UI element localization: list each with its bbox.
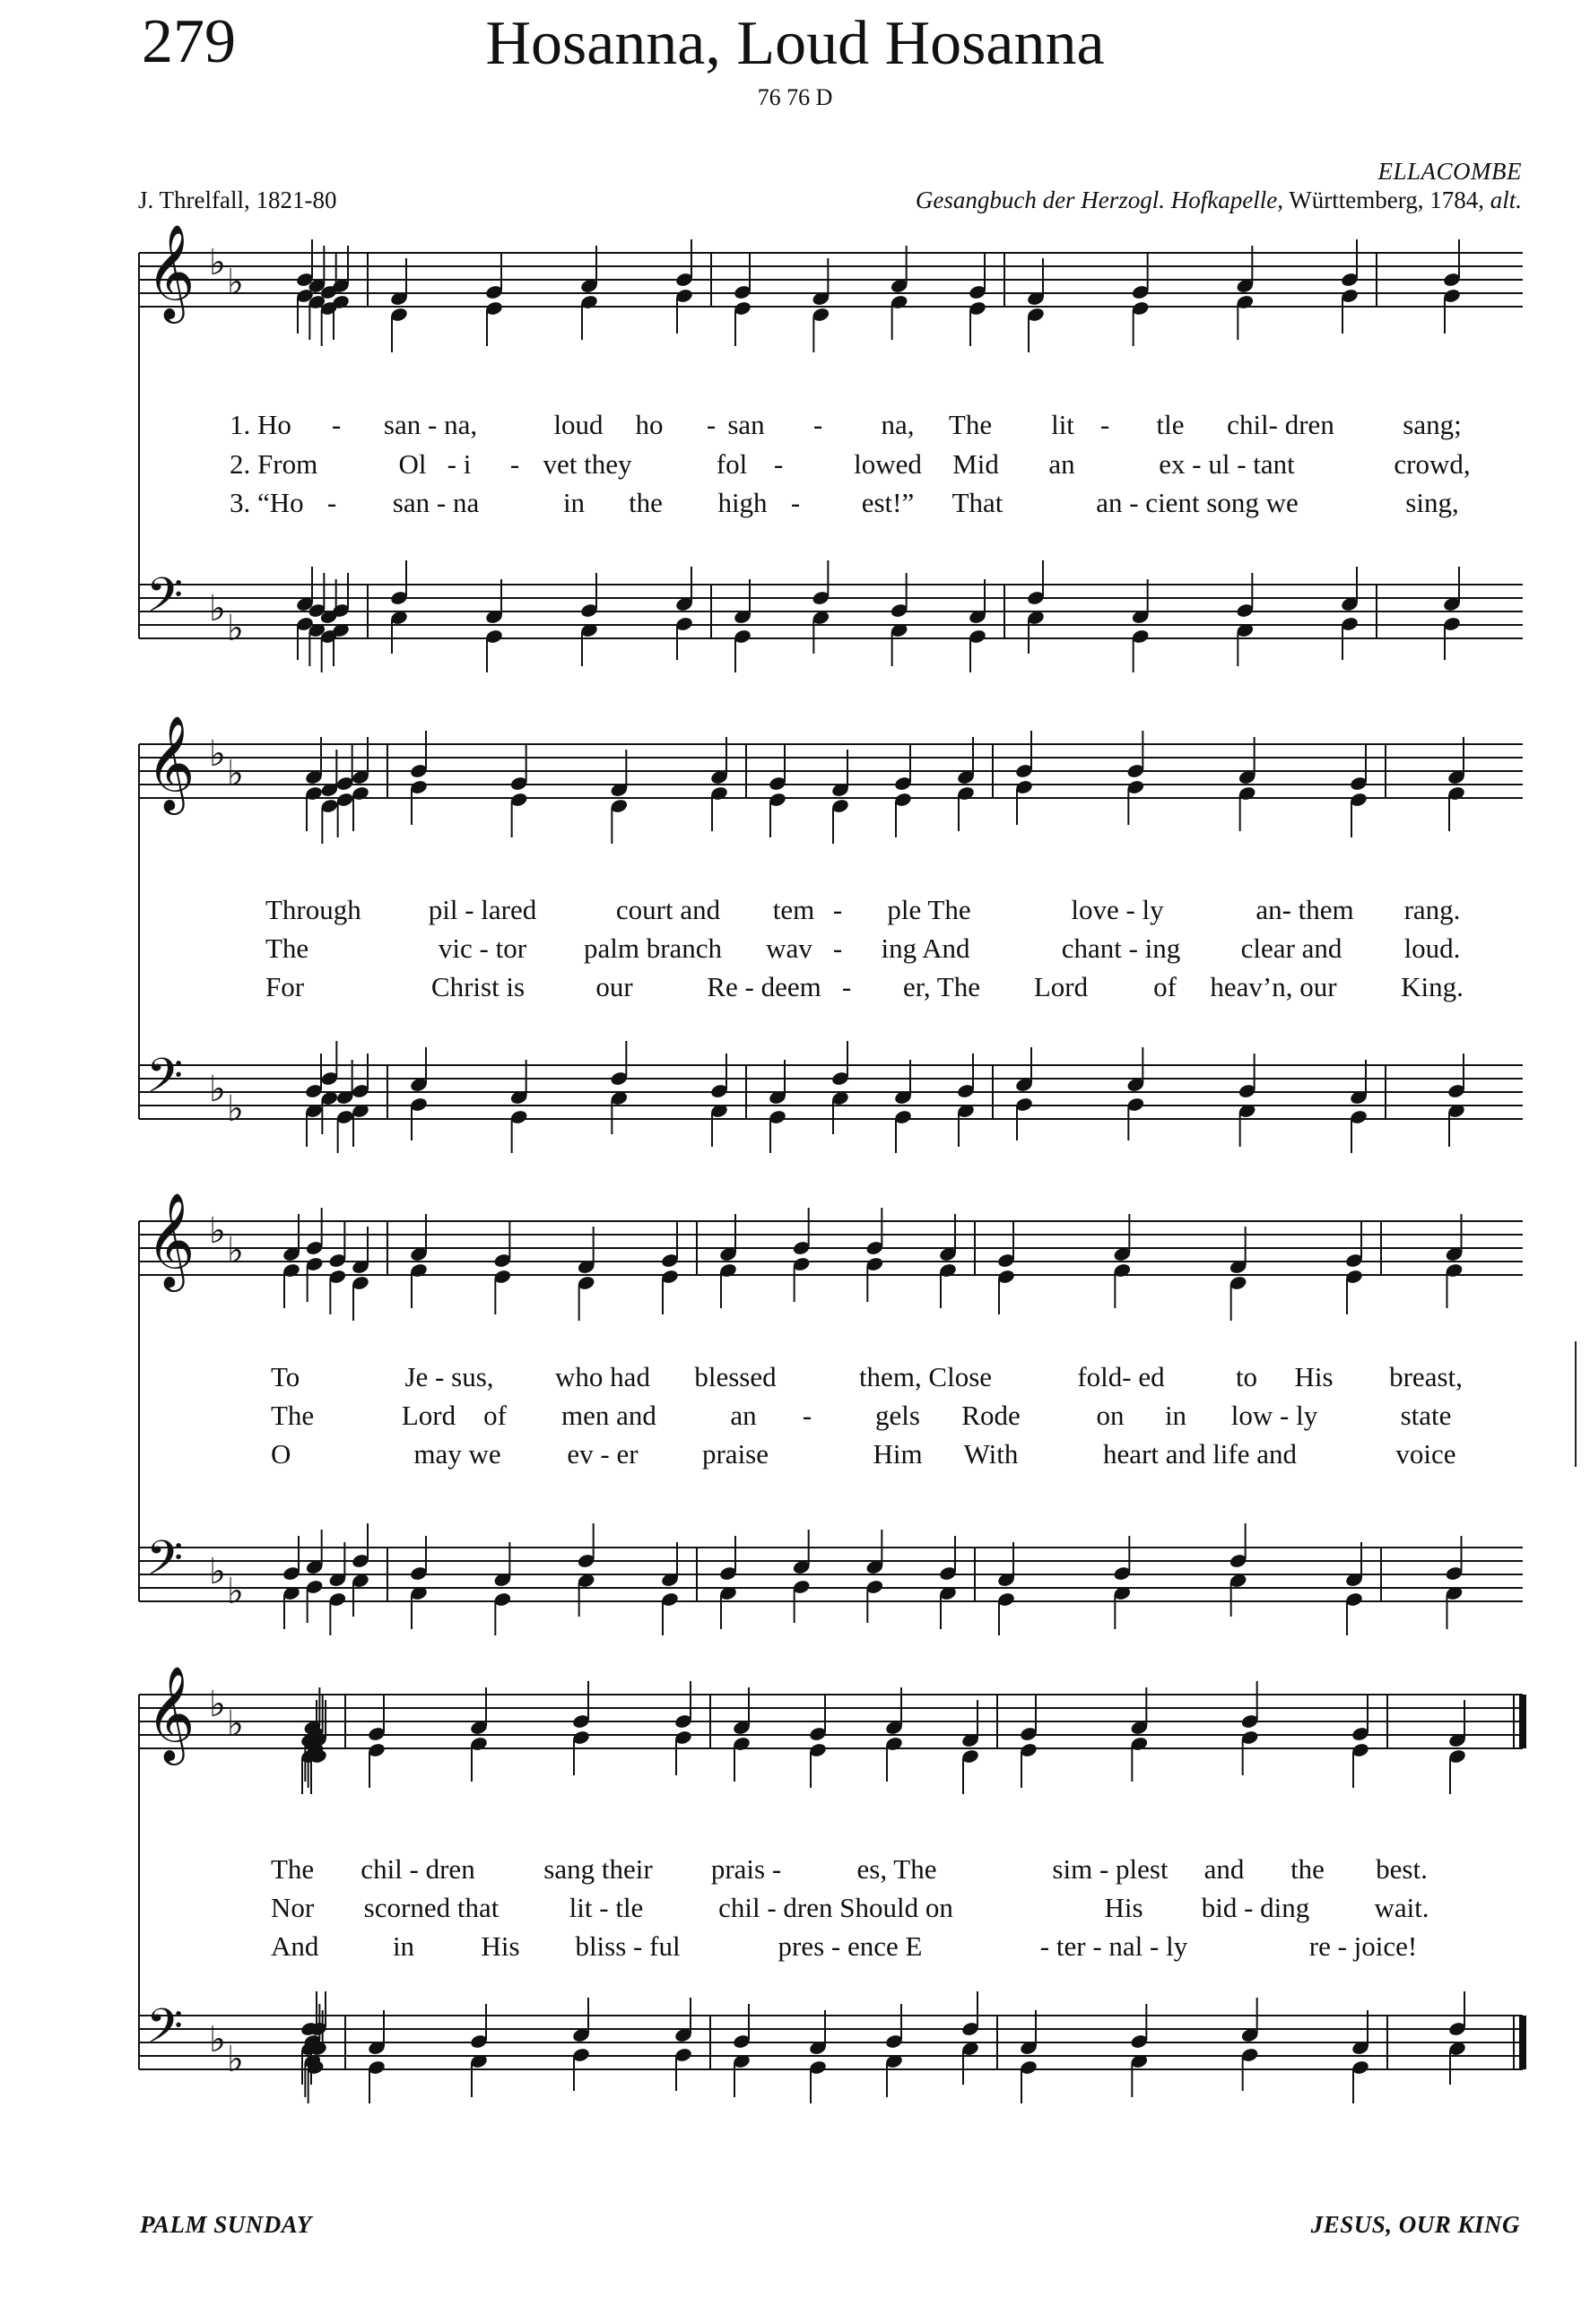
lyric-syllable: Nor [271,1892,315,1923]
lyric-syllable: er, The [903,971,980,1002]
lyric-syllable: best. [1376,1853,1428,1885]
lyric-syllable: ev - er [567,1438,639,1470]
treble-clef-icon: 𝄞 [146,1665,195,1761]
lyric-syllable: pil - lared [428,894,537,925]
text-author: J. Threlfall, 1821-80 [138,186,337,213]
lyric-syllable: men and [561,1400,656,1431]
tune-name: ELLACOMBE [1377,158,1522,185]
lyric-syllable: Rode [961,1400,1021,1431]
lyric-syllable: san [727,409,765,440]
lyric-syllable: The [271,1853,315,1885]
lyric-syllable: heav’n, our [1210,971,1337,1002]
lyric-syllable: To [271,1361,300,1392]
treble-clef-icon: 𝄞 [146,1192,195,1288]
lyric-syllable: - [802,1400,812,1431]
source-plain: Württemberg, 1784, [1283,186,1490,213]
flat-icon: ♭ [227,1088,244,1130]
lyric-syllable: tem [772,894,815,925]
lyric-syllable: bliss - ful [575,1930,681,1962]
lyric-syllable: who had [555,1361,650,1392]
lyric-syllable: 2. From [230,448,318,480]
lyric-syllable: - [509,448,520,480]
lyric-syllable: His [481,1930,520,1962]
lyric-syllable: Through [265,894,361,925]
meter: 76 76 D [757,84,833,110]
final-barline [1519,2016,1526,2069]
flat-icon: ♭ [227,1571,244,1612]
lyric-syllable: - [773,448,784,480]
flat-icon: ♭ [209,242,226,283]
lyric-syllable: and [1203,1853,1245,1885]
lyric-syllable: Lord [401,1400,456,1431]
lyric-syllable: est!” [861,487,915,518]
lyric-syllable: lit - tle [569,1892,644,1923]
lyric-syllable: loud. [1403,932,1461,964]
treble-clef-icon: 𝄞 [146,715,195,811]
lyric-syllable: - [832,932,843,964]
lyric-syllable: sang; [1403,409,1462,440]
lyric-syllable: ex - ul - tant [1159,448,1295,480]
lyric-syllable: sim - plest [1052,1853,1169,1885]
lyric-syllable: voice [1395,1438,1456,1470]
lyric-syllable: court and [615,894,721,925]
lyric-syllable: sang their [543,1853,653,1885]
lyric-syllable: Re - deem [707,971,821,1002]
lyric-syllable: an - cient song we [1096,487,1299,518]
flat-icon: ♭ [209,1684,226,1725]
lyric-syllable: tle [1156,409,1185,440]
lyric-syllable: - i [447,448,472,480]
footer-topic-left: PALM SUNDAY [140,2211,312,2238]
lyric-syllable: Lord [1033,971,1089,1002]
margin-mark [1575,1341,1577,1467]
lyric-syllable: chil- dren [1227,409,1334,440]
lyric-syllable: san - na [392,487,480,518]
lyric-syllable: gels [875,1400,920,1431]
bass-clef-icon: 𝄢 [146,1999,184,2066]
lyric-syllable: rang. [1403,894,1461,925]
lyric-syllable: heart and life and [1102,1438,1298,1470]
lyric-syllable: chil - dren [361,1853,475,1885]
flat-icon: ♭ [227,1230,244,1271]
lyric-syllable: fol [716,448,748,480]
lyric-syllable: That [951,487,1004,518]
lyric-syllable: 3. “Ho [230,487,304,518]
lyric-syllable: of [1153,971,1177,1002]
flat-icon: ♭ [227,753,244,794]
treble-clef-icon: 𝄞 [146,223,195,319]
source-italic: Gesangbuch der Herzogl. Hofkapelle, [915,186,1284,213]
lyric-syllable: may we [413,1438,501,1470]
lyric-syllable: - [706,409,717,440]
lyric-syllable: wav [766,932,812,964]
lyric-syllable: His [1104,1892,1143,1923]
lyric-syllable: vic - tor [438,932,527,964]
lyric-syllable: chant - ing [1061,932,1181,964]
lyric-syllable: pres - ence E [778,1930,923,1962]
lyric-syllable: - [812,409,823,440]
lyric-syllable: wait. [1374,1892,1429,1923]
lyric-syllable: them, Close [858,1361,993,1392]
hymn-title: Hosanna, Loud Hosanna [485,9,1105,78]
lyric-syllable: our [595,971,633,1002]
lyric-syllable: na, [881,409,915,440]
lyric-syllable: - [1099,409,1110,440]
lyric-syllable: high [717,487,768,518]
lyric-syllable: ing And [881,932,970,964]
lyric-syllable: - [326,487,337,518]
lyric-syllable: loud [553,409,604,440]
lyric-syllable: The [265,932,309,964]
lyric-syllable: For [265,971,305,1002]
lyric-syllable: 1. Ho [230,409,291,440]
lyric-syllable: - ter - nal - ly [1039,1930,1188,1962]
lyric-syllable: O [271,1438,291,1470]
lyric-syllable: to [1235,1361,1258,1392]
flat-icon: ♭ [209,588,226,629]
lyric-syllable: prais - [710,1853,782,1885]
source-alt: alt. [1490,186,1522,213]
lyric-syllable: - [841,971,852,1002]
final-barline [1519,1695,1526,1748]
hymn-number: 279 [142,7,236,76]
lyric-syllable: King. [1401,971,1464,1002]
lyric-syllable: scorned that [363,1892,500,1923]
lyric-syllable: of [483,1400,507,1431]
lyric-syllable: san - na, [383,409,478,440]
lyric-syllable: in [1164,1400,1187,1431]
lyric-syllable: ho [635,409,664,440]
lyric-syllable: bid - ding [1201,1892,1310,1923]
lyric-syllable: an [730,1400,757,1431]
lyric-syllable: chil - dren Should on [718,1892,953,1923]
lyric-syllable: clear and [1240,932,1342,964]
lyric-syllable: on [1096,1400,1125,1431]
flat-icon: ♭ [209,1551,226,1592]
lyric-syllable: praise [701,1438,769,1470]
lyric-syllable: Mid [952,448,999,480]
lyric-syllable: fold- ed [1077,1361,1165,1392]
flat-icon: ♭ [227,608,244,649]
lyric-syllable: The [948,409,993,440]
lyric-syllable: - [331,409,342,440]
lyric-syllable: palm branch [583,932,723,964]
lyric-syllable: in [562,487,586,518]
flat-icon: ♭ [209,2019,226,2060]
lyric-syllable: - [832,894,843,925]
flat-icon: ♭ [209,1210,226,1252]
lyric-syllable: Je - sus, [404,1361,494,1392]
flat-icon: ♭ [209,733,226,775]
flat-icon: ♭ [227,1704,244,1745]
lyric-syllable: es, The [856,1853,937,1885]
lyric-syllable: His [1294,1361,1334,1392]
flat-icon: ♭ [227,262,244,303]
footer-topic-right: JESUS, OUR KING [1310,2211,1520,2238]
flat-icon: ♭ [227,2039,244,2080]
lyric-syllable: lit [1051,409,1074,440]
lyric-syllable: re - joice! [1308,1930,1418,1962]
lyric-syllable: With [963,1438,1019,1470]
lyric-syllable: in [392,1930,415,1962]
lyric-syllable: sing, [1405,487,1459,518]
lyric-syllable: the [1290,1853,1325,1885]
flat-icon: ♭ [209,1069,226,1110]
lyric-syllable: crowd, [1394,448,1471,480]
lyric-syllable: Him [873,1438,923,1470]
lyric-syllable: an- them [1255,894,1354,925]
lyric-syllable: - [790,487,801,518]
lyric-syllable: an [1048,448,1075,480]
lyric-syllable: And [271,1930,319,1962]
lyric-syllable: love - ly [1071,894,1164,925]
lyric-syllable: the [629,487,663,518]
lyric-syllable: Christ is [430,971,526,1002]
bass-clef-icon: 𝄢 [146,568,184,635]
bass-clef-icon: 𝄢 [146,1531,184,1598]
lyric-syllable: state [1400,1400,1452,1431]
lyric-syllable: ple The [887,894,971,925]
bass-clef-icon: 𝄢 [146,1049,184,1115]
lyric-syllable: Ol [398,448,427,480]
lyric-syllable: vet they [543,448,632,480]
lyric-syllable: The [271,1400,315,1431]
lyric-syllable: lowed [854,448,922,480]
lyric-syllable: blessed [694,1361,777,1392]
lyric-syllable: low - ly [1230,1400,1318,1431]
lyric-syllable: breast, [1389,1361,1463,1392]
